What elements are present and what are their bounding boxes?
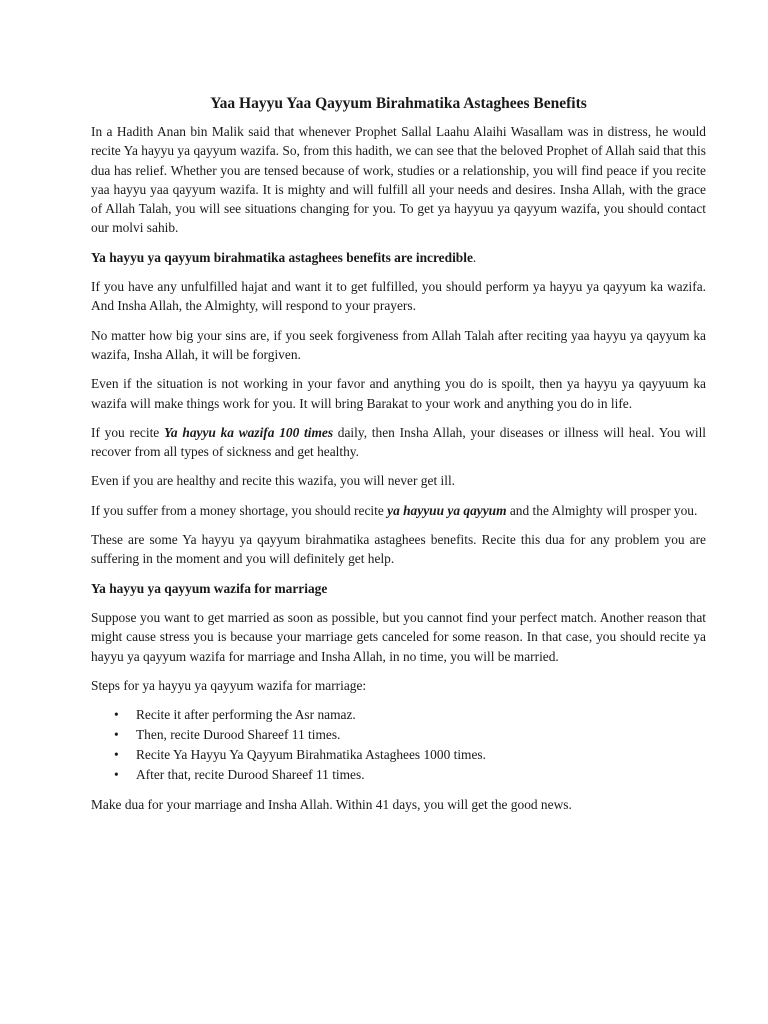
- benefit-paragraph-money: [91, 501, 706, 520]
- intro-paragraph: In a Hadith Anan bin Malik said that whenever Prophet Sallal Laahu Alaihi Wasallam was in distress, he would recite Ya hayyu ya qayyum wazifa. So, from this hadith, we can see that the beloved Prophet of Allah said that this dua has relief. Whether you are tensed because of work, studies or a relationship, you will find peace if you recite yaa hayyu yaa qayyum wazifa. It is mighty and will fulfill all your needs and desires. Insha Allah, with the grace of Allah Talah, you will see situations changing for you. To get ya hayyuu ya qayyum wazifa, you should contact our molvi sahib.: [91, 124, 706, 236]
- benefit-paragraph-hajat: If you have any unfulfilled hajat and want it to get fulfilled, you should perform ya hayyu ya qayyum ka wazifa. And Insha Allah, the Almighty, will respond to your prayers.: [91, 279, 706, 314]
- emphasis-text: ya hayyuu ya qayyum: [387, 502, 507, 518]
- text-segment: and the Almighty will prosper you.: [506, 502, 698, 518]
- steps-list: [91, 705, 706, 785]
- list-item: • Then, recite Durood Shareef 11 times.: [136, 725, 706, 745]
- list-item: • Recite Ya Hayyu Ya Qayyum Birahmatika Astaghees 1000 times.: [136, 745, 706, 765]
- benefit-paragraph-health: Even if you are healthy and recite this wazifa, you will never get ill.: [91, 473, 456, 489]
- benefit-paragraph-barakat: Even if the situation is not working in your favor and anything you do is spoilt, then ya hayyu ya qayyuum ka wazifa will make things work for you. It will bring Barakat to your work and anything you do in life.: [91, 376, 706, 411]
- list-item: • After that, recite Durood Shareef 11 times.: [136, 765, 706, 785]
- text-segment: daily, then Insha Allah, your diseases or illness will heal. You will recover from all types of sickness and get healthy.: [91, 424, 707, 460]
- benefit-paragraph-summary: These are some Ya hayyu ya qayyum birahmatika astaghees benefits. Recite this dua for any problem you are suffering in the moment and you will definitely get help.: [91, 532, 706, 567]
- benefit-paragraph-forgiveness: No matter how big your sins are, if you seek forgiveness from Allah Talah after reciting yaa hayyu ya qayyum ka wazifa, Insha Allah, it will be forgiven.: [91, 327, 706, 362]
- steps-intro: Steps for ya hayyu ya qayyum wazifa for marriage:: [91, 677, 367, 693]
- text-segment: If you suffer from a money shortage, you should recite: [91, 502, 388, 518]
- benefit-paragraph-healing: [91, 423, 706, 462]
- closing-paragraph: Make dua for your marriage and Insha Allah. Within 41 days, you will get the good news.: [91, 797, 572, 813]
- marriage-paragraph: Suppose you want to get married as soon as possible, but you cannot find your perfect match. Another reason that might cause stress you is because your marriage gets canceled for some reason. In that case, you should recite ya hayyu ya qayyum wazifa for marriage and Insha Allah, in no time, you will be married.: [91, 609, 706, 664]
- section-heading-benefits: [91, 248, 706, 267]
- heading-period: .: [472, 249, 477, 265]
- list-item: • Recite it after performing the Asr namaz.: [136, 705, 706, 725]
- document-title: Yaa Hayyu Yaa Qayyum Birahmatika Astaghees Benefits: [210, 95, 587, 112]
- heading-text: Ya hayyu ya qayyum birahmatika astaghees benefits are incredible: [91, 249, 473, 265]
- text-segment: If you recite: [91, 424, 164, 440]
- emphasis-text: Ya hayyu ka wazifa 100 times: [163, 424, 334, 440]
- section-heading-marriage: Ya hayyu ya qayyum wazifa for marriage: [91, 580, 328, 596]
